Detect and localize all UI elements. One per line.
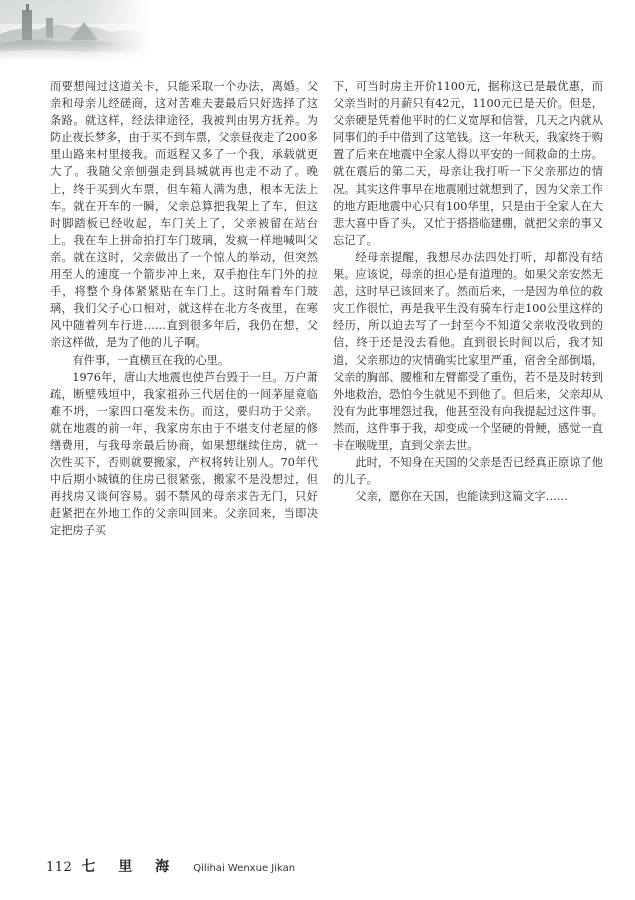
paragraph: 1976年，唐山大地震也使芦台毁于一旦。万户萧疏，断壁残垣中，我家祖孙三代居住的一间茅屋竟临难不坍，一家四口毫发未伤。而这，要归功于父亲。就在地震的前一年，我家房东由于不堪支付老屋的修缮费用，与我母亲最后协商，如果想继续住房，就一次性买下，否则就要搬家，产权将转让别人。70年代中后期小城镇的住房已很紧张，搬家不是没想过，但再找房又谈何容易。弱不禁风的母亲求告无门，只好赶紧把在外地工作的父亲叫回来。父亲回来，当即决定把房子买 (50, 370, 318, 538)
page-number: 112 (46, 860, 73, 875)
article-column-right (333, 78, 603, 505)
landscape-sketch (0, 0, 150, 62)
paragraph: 此时，不知身在天国的父亲是否已经真正原谅了他的儿子。 (333, 456, 603, 487)
paragraph: 经母亲提醒，我想尽办法四处打听，却都没有结果。应该说，母亲的担心是有道理的。如果父亲安然无恙，这时早已该回来了。然而后来，一是因为单位的救灾工作很忙，再是我平生没有骑车行走100公里这样的经历，所以迫去写了一封至今不知道父亲收没收到的信，终于还是没去看他。直到很长时间以后，我才知道，父亲那边的灾情确实比家里严重，宿舍全部倒塌，父亲的胸部、腰椎和左臂都受了重伤，若不是及时转到外地救治，恐怕今生就见不到他了。但后来，父亲却从没有为此事埋怨过我，他甚至没有向我提起过这件事。然而，这件事于我，却变成一个坚硬的骨鲠，感觉一直卡在喉咙里，直到父亲去世。 (333, 250, 603, 452)
paragraph: 下，可当时房主开价1100元，据称这已是最优惠，而父亲当时的月薪只有42元，1100元已是天价。但是，父亲硬是凭着他平时的仁义宽厚和信誉，几天之内就从同事们的手中借到了这笔钱。这一年秋天，我家终于购置了后来在地震中全家人得以平安的一间救命的土房。就在震后的第二天，母亲让我打听一下父亲那边的情况。其实这件事早在地震刚过就想到了，因为父亲工作的地方距地震中心只有100华里，只是由于全家人在大悲大喜中昏了头，又忙于搭搭临建棚，就把父亲的事又忘记了。 (333, 80, 603, 247)
page-footer (46, 856, 295, 876)
paragraph: 而要想闯过这道关卡，只能采取一个办法，离婚。父亲和母亲儿经磋商，这对苦难夫妻最后只好选择了这条路。就这样，经法律途径，我被判由男方抚养。为防止夜长梦多，由于买不到车票，父亲昼夜走了200多里山路来村里接我。而返程又多了一个我，承载就更大了。我随父亲刨强走到县城就再也走不动了。晚上，终于买到火车票，但车箱人满为患，根本无法上车。就在开车的一瞬，父亲总算把我架上了车，但这时脚踏板已经收起，车门关上了，父亲被留在站台上。我在车上拼命拍打车门玻璃，发疯一样地喊叫父亲。就在这时，父亲做出了一个惊人的举动，但突然用至人的速度一个箭步冲上来，双手抱住车门外的拉手，将整个身体紧紧贴在车门上。这时隔着车门玻璃，我们父子心口相对，就这样在北方冬夜里，在寒风中随着列车行进……直到很多年后，我仍在想，父亲这样做，是为了他的儿子啊。 (50, 80, 318, 350)
corner-decoration-image (0, 0, 150, 62)
article-column-left (50, 78, 318, 540)
paragraph: 有件事，一直横亘在我的心里。 (72, 353, 230, 367)
paragraph: 父亲，愿你在天国，也能读到这篇文字…… (355, 490, 568, 504)
magazine-title: 七 里 海 (81, 859, 179, 875)
magazine-pinyin: Qilihai Wenxue Jikan (193, 863, 296, 874)
